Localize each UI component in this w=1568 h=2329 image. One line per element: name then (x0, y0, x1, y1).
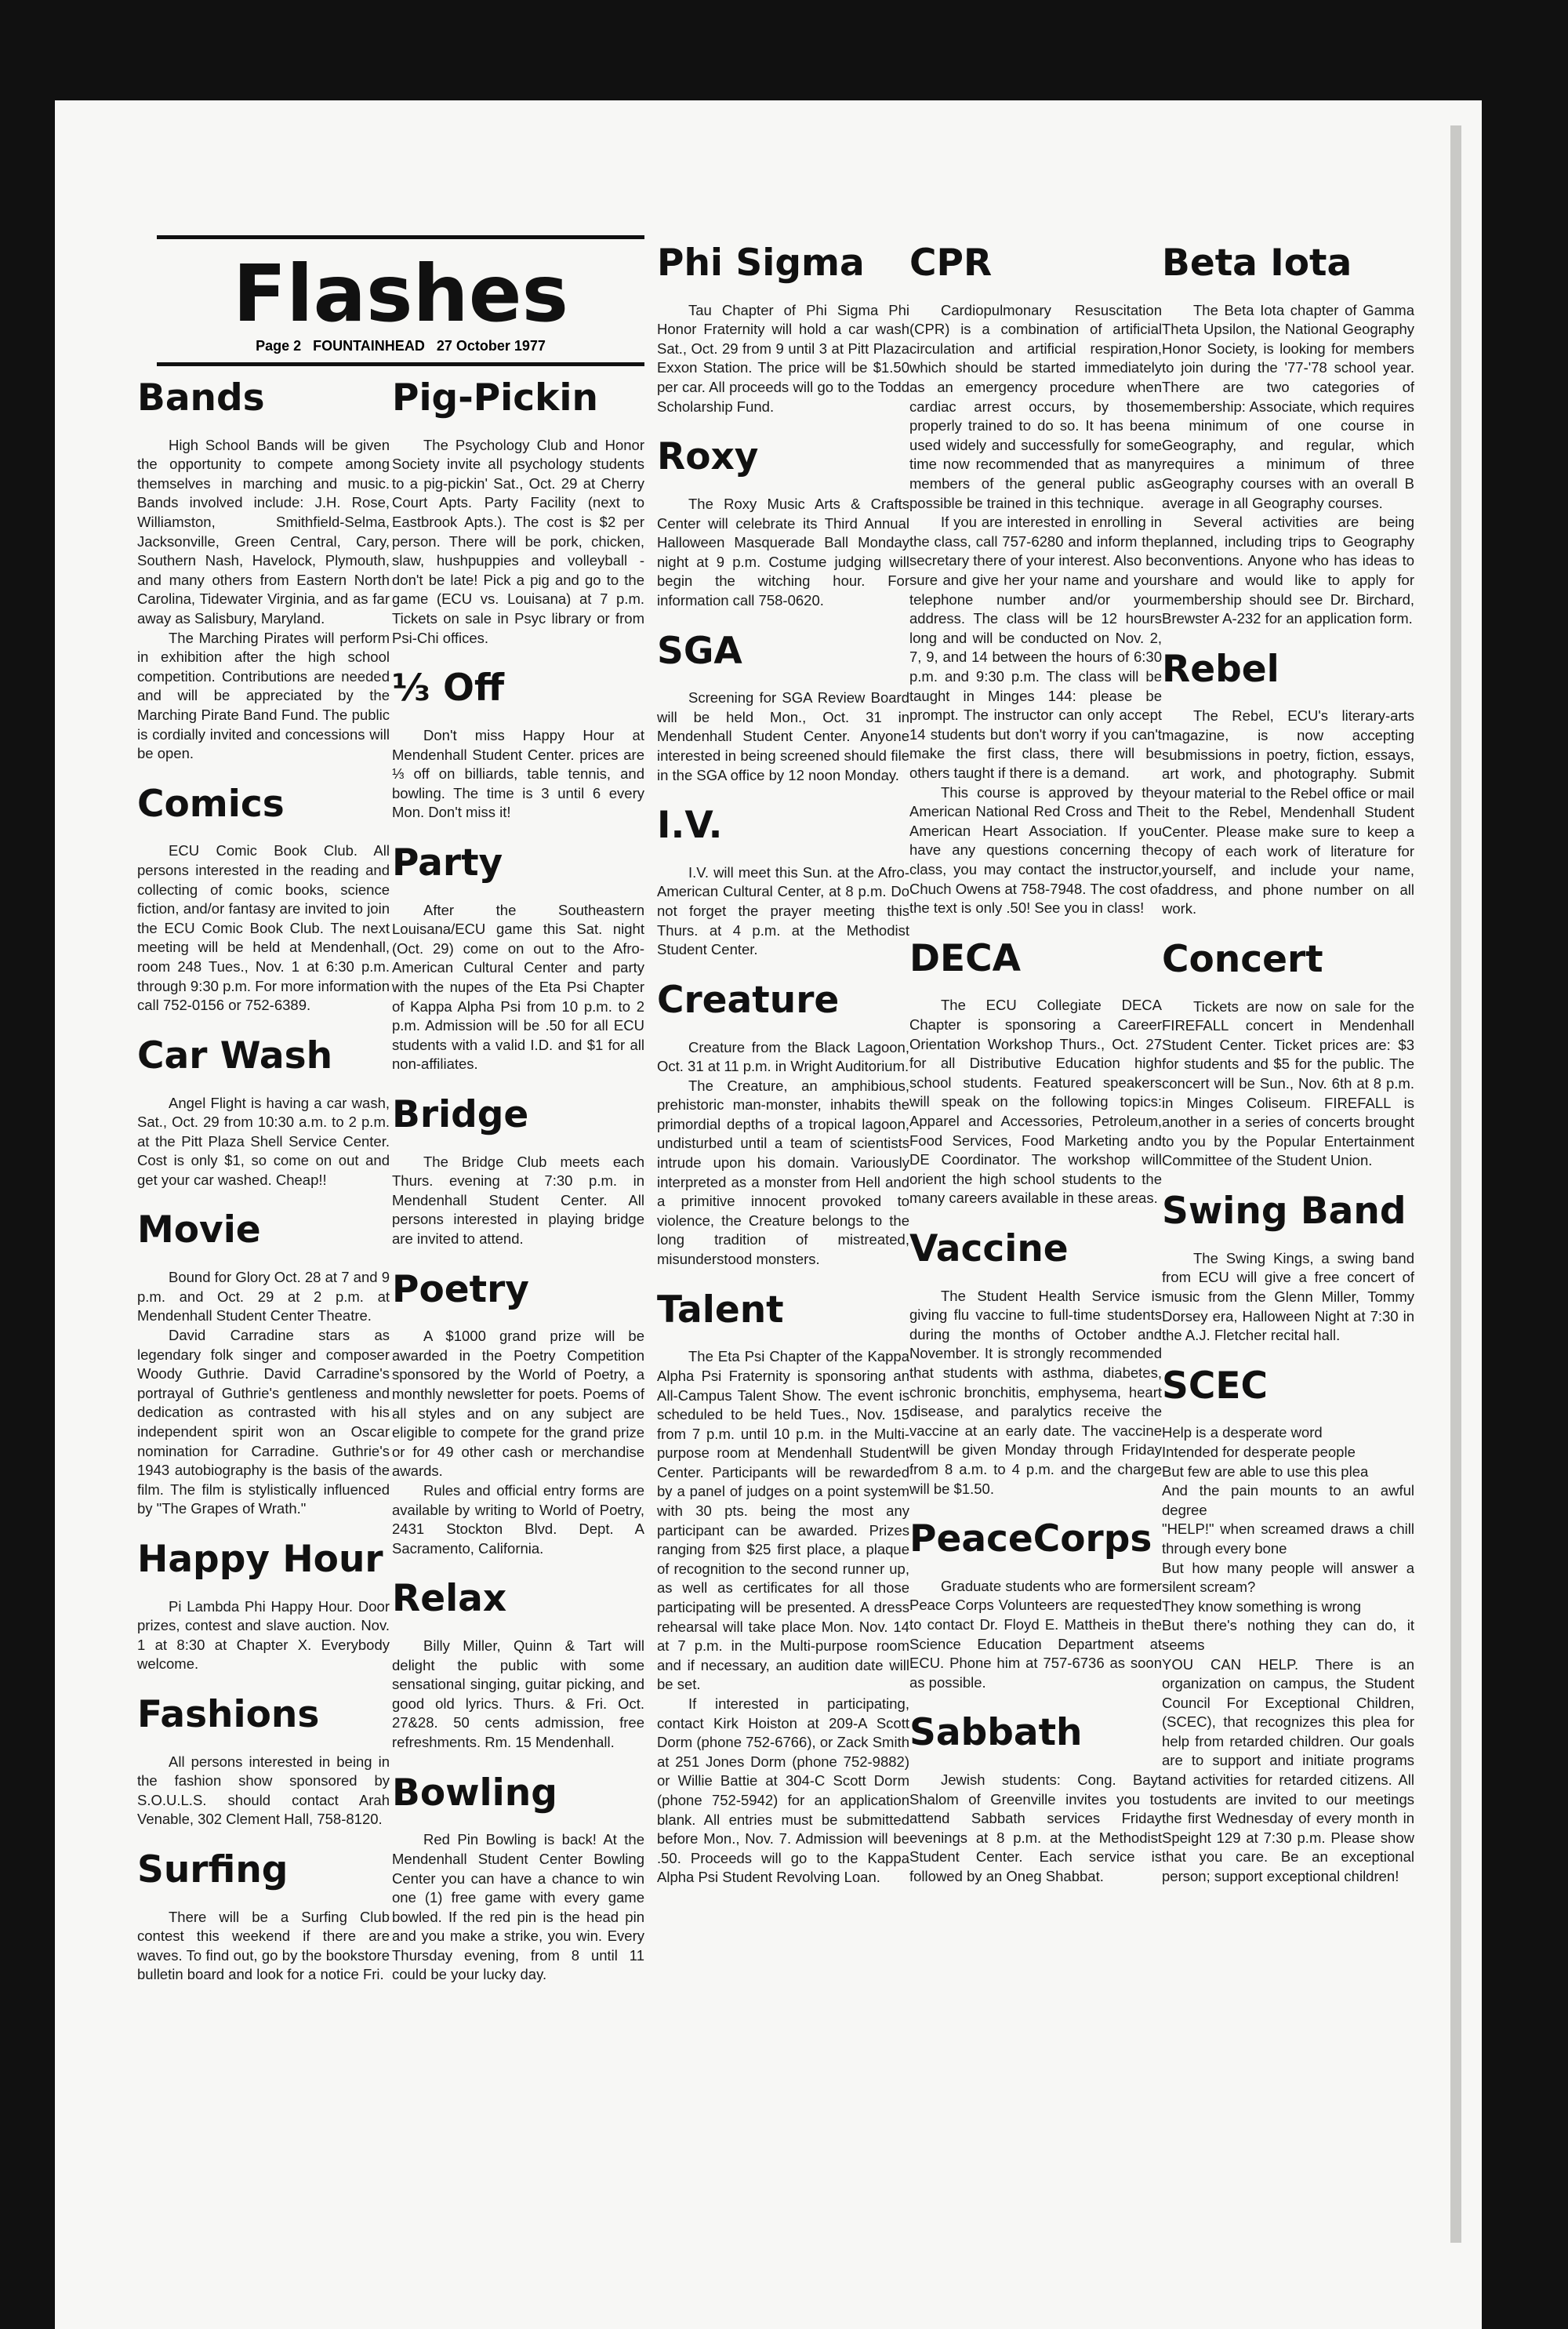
article-headline: Roxy (657, 435, 759, 479)
article-paragraph: A $1000 grand prize will be awarded in the Poetry Competition sponsored by the World of Poetry, a monthly newsletter for poets. Poems of all styles and on any subject are eligible to compete for the grand prize or for 49 other cash or merchandise awards. (392, 1328, 644, 1480)
article-paragraph: Angel Flight is having a car wash, Sat., Oct. 29 from 10:30 a.m. to 2 p.m. at the Pitt Plaza Shell Service Center. Cost is only $1, so come on out and get your car washed. Cheap!! (137, 1094, 390, 1188)
article-body (137, 1268, 390, 1519)
article-body (1162, 707, 1414, 919)
article-body (392, 436, 644, 649)
issue-date: 27 October 1977 (436, 338, 546, 354)
article-body (909, 301, 1162, 918)
article-headline: Talent (657, 1288, 784, 1332)
article-paragraph: The Eta Psi Chapter of the Kappa Alpha Psi Fraternity is sponsoring an All-Campus Talent Show. The event is scheduled to be held Tues., Nov. 15 from 7 p.m. until 10 p.m. in the Multi-purpose room at Mendenhall Student Center. Participants will be rewarded by a panel of judges on a point system with 30 pts. being the most any participant can be awarded. Prizes ranging from $25 first place, a plaque of recognition to the second runner up, as well as certificates for all those participating will be presented. A dress rehearsal will take place Mon. Nov. 14 at 7 p.m. in the Multi-purpose room and if necessary, an audition date will be set. (657, 1348, 909, 1693)
article-peacecorps (909, 1519, 1162, 1692)
article-paragraph: ECU Comic Book Club. All persons interested in the reading and collecting of comic books, science fiction, and/or fantasy are invited to join the ECU Comic Book Club. The next meeting will be held at Mendenhall, room 248 Tues., Nov. 1 at 6:30 p.m. through 9:30 p.m. For more information call 752-0156 or 752-6389. (137, 842, 390, 1014)
article-headline: SCEC (1162, 1364, 1268, 1408)
article-headline: Bowling (392, 1771, 557, 1815)
article-body (392, 1637, 644, 1753)
article-body (657, 1038, 909, 1270)
article-happy-hour (137, 1539, 390, 1674)
article-paragraph: But there's nothing they can do, it seems (1162, 1617, 1414, 1653)
article-paragraph: The Roxy Music Arts & Crafts Center will celebrate its Third Annual Halloween Masquerade Ball Monday night at 9 p.m. Costume judging will begin the witching hour. For information call 758-0620. (657, 495, 909, 609)
column-3 (657, 243, 909, 1908)
page-edge-shadow (1450, 125, 1461, 2243)
article-paragraph: The Bridge Club meets each Thurs. evening at 7:30 p.m. in Mendenhall Student Center. All persons interested in playing bridge are invited to attend. (392, 1153, 644, 1247)
article-beta-iota (1162, 243, 1414, 629)
article-headline: Phi Sigma (657, 242, 865, 285)
article-creature (657, 980, 909, 1270)
article-body (1162, 1249, 1414, 1346)
article-headline: Movie (137, 1208, 261, 1252)
article-paragraph: If interested in participating, contact Kirk Hoiston at 209-A Scott Dorm (phone 752-6766), or Zack Smith at 251 Jones Dorm (phone 752-9882) or Willie Battie at 304-C Scott Dorm (phone 752-5942) for an application blank. All entries must be submitted before Mon., Nov. 7. Admission will be .50. Proceeds will go to the Kappa Alpha Psi Student Revolving Loan. (657, 1695, 909, 1886)
article-bridge (392, 1092, 644, 1249)
article-paragraph: Several activities are being planned, including trips to Geography conventions. Anyone who has ideas to share and would like to apply for membership should see Dr. Birchard, Brewster A-232 for an application form. (1162, 514, 1414, 627)
article-headline: Sabbath (909, 1711, 1083, 1755)
article-headline: CPR (909, 242, 993, 285)
article-paragraph: David Carradine stars as legendary folk singer and composer Woody Guthrie. David Carradine's portrayal of Guthrie's gentleness and dedication as contrasted with his independent spirit won an Oscar nomination for Carradine. Guthrie's 1943 autobiography is the basis of the film. The film is stylistically influenced by "The Grapes of Wrath." (137, 1326, 390, 1517)
article-paragraph: The Student Health Service is giving flu vaccine to full-time students during the months of October and November. It is strongly recommended that students with asthma, diabetes, chronic bronchitis, emphysema, heart disease, and paralytics receive the vaccine at an early date. The vaccine will be given Monday through Friday from 8 a.m. to 4 p.m. and the charge will be $1.50. (909, 1287, 1162, 1497)
article-body (909, 1577, 1162, 1693)
article-headline: I.V. (657, 804, 723, 848)
article-paragraph: If you are interested in enrolling in the class, call 757-6280 and inform the secretary there of your interest. Also be sure and give her your name and your telephone number and/or your address. The class will be 12 hours long and will be conducted on Nov. 2, 7, 9, and 14 between the hours of 6:30 p.m. and 9:30 p.m. The class will be taught in Minges 144: please be prompt. The instructor can only accept 14 students but don't worry if you can't make the first class, there will be others taught if there is a demand. (909, 514, 1162, 781)
article-headline: Swing Band (1162, 1190, 1406, 1234)
column-2 (392, 378, 644, 2005)
article-phi-sigma (657, 243, 909, 416)
article-sabbath (909, 1713, 1162, 1886)
article-paragraph: The Creature, an amphibious, prehistoric man-monster, inhabits the primordial depths of a tropical lagoon, undisturbed until a team of scientists intrude upon his domain. Variously interpreted as a monster from Hell and a primitive innocent provoked to violence, the Creature belongs to the long tradition of mistreated, misunderstood monsters. (657, 1077, 909, 1268)
article-headline: Pig-Pickin (392, 376, 598, 420)
article-bands (137, 378, 390, 764)
article-body (1162, 1423, 1414, 1886)
article-paragraph: I.V. will meet this Sun. at the Afro-American Cultural Center, at 8 p.m. Do not forget the prayer meeting this Thurs. at 4 p.m. at the Methodist Student Center. (657, 863, 909, 958)
article-rebel (1162, 649, 1414, 919)
article-paragraph: Intended for desperate people (1162, 1443, 1356, 1460)
paper-name: FOUNTAINHEAD (313, 338, 425, 354)
article-headline: Relax (392, 1577, 507, 1621)
article-paragraph: Tau Chapter of Phi Sigma Phi Honor Fraternity will hold a car wash Sat., Oct. 29 from 9 until 3 at Pitt Plaza Exxon Station. The price will be $1.50 per car. All proceeds will go to the Todd Scholarship Fund. (657, 301, 909, 415)
article-poetry (392, 1267, 644, 1559)
article-headline: Happy Hour (137, 1537, 383, 1581)
article-headline: Rebel (1162, 647, 1279, 691)
article-headline: Creature (657, 978, 840, 1022)
article-paragraph: Don't miss Happy Hour at Mendenhall Student Center. prices are ⅓ off on billiards, table tennis, and bowling. The time is 3 until 6 every Mon. Don't miss it! (392, 726, 644, 821)
masthead-top-rule (157, 235, 644, 239)
article-headline: PeaceCorps (909, 1517, 1152, 1561)
article-headline: Vaccine (909, 1226, 1069, 1270)
article-headline: Bands (137, 376, 265, 420)
article-body (1162, 997, 1414, 1171)
article-paragraph: The Rebel, ECU's literary-arts magazine, is now accepting submissions in poetry, fiction, essays, art work, and photography. Submit your material to the Rebel office or mail it to the Rebel, Mendenhall Student Center. Please make sure to keep a copy of each work of literature for yourself, and include your name, address, and phone number on all work. (1162, 707, 1414, 917)
article-car-wash (137, 1036, 390, 1190)
article-body (137, 1597, 390, 1674)
article-headline: SGA (657, 629, 742, 673)
masthead-bottom-rule (157, 362, 644, 366)
article-paragraph: All persons interested in being in the fashion show sponsored by S.O.U.L.S. should contact Arah Venable, 302 Clement Hall, 758-8120. (137, 1753, 390, 1828)
article-headline: Concert (1162, 938, 1323, 981)
article-paragraph: YOU CAN HELP. There is an organization on campus, the Student Council For Exceptional Children, (SCEC), that recognizes this plea for help from retarded children. Our goals are to support and initiate programs and activities for retarded citizens. All students are invited to our meetings the first Wednesday of every month in Speight 129 at 7:30 p.m. Please show that you care. Be an exceptional person; support exceptional children! (1162, 1655, 1414, 1885)
article-paragraph: After the Southeastern Louisana/ECU game this Sat. night (Oct. 29) come on out to the Afro-American Cultural Center and party with the nupes of the Eta Psi Chapter of Kappa Alpha Psi from 10 p.m. to 2 p.m. Admission will be .50 for all ECU students with a valid I.D. and $1 for all non-affiliates. (392, 901, 644, 1073)
article-paragraph: Pi Lambda Phi Happy Hour. Door prizes, contest and slave auction. Nov. 1 at 8:30 at Chapter X. Everybody welcome. (137, 1597, 390, 1673)
article-paragraph: The Swing Kings, a swing band from ECU will give a free concert of music from the Glenn Miller, Tommy Dorsey era, Halloween Night at 7:30 in the A.J. Fletcher recital hall. (1162, 1249, 1414, 1344)
article-swing-band (1162, 1191, 1414, 1346)
article-i-v (657, 805, 909, 960)
article-party (392, 843, 644, 1074)
article-cpr (909, 243, 1162, 918)
page-number: Page 2 (256, 338, 302, 354)
article-body (392, 901, 644, 1074)
article-paragraph: But how many people will answer a silent scream? (1162, 1559, 1414, 1596)
article-paragraph: And the pain mounts to an awful degree (1162, 1482, 1414, 1518)
article-paragraph: Jewish students: Cong. Bayt Shalom of Greenville invites you to attend Sabbath services Friday evenings at 8 p.m. at the Methodist Student Center. Each service is followed by an Oneg Shabbat. (909, 1771, 1162, 1885)
article-fashions (137, 1692, 390, 1829)
article-body (909, 1287, 1162, 1499)
article-paragraph: There will be a Surfing Club contest this weekend if there are waves. To find out, go by the bookstore bulletin board and look for a notice Fri. (137, 1908, 390, 1983)
article-paragraph: The ECU Collegiate DECA Chapter is sponsoring a Career Orientation Workshop Thurs., Oct. 27 for all Distributive Education high school students. Featured speakers will speak on the following topics: Apparel and Accessories, Petroleum, Food Services, Food Marketing and DE Coordinator. The workshop will orient the high school students to the many careers available in these areas. (909, 997, 1162, 1207)
article-paragraph: This course is approved by the American National Red Cross and The American Heart Association. If you have any questions concerning the class, you may contact the instructor, Chuch Owens at 758-7948. The cost of the text is only .50! See you in class! (909, 783, 1162, 917)
article-body (392, 726, 644, 823)
article-body (392, 1327, 644, 1558)
article-paragraph: High School Bands will be given the opportunity to compete among themselves in marching and music. Bands involved include: J.H. Rose, Williamston, Smithfield-Selma, Jacksonville, Green Central, Cary, Southern Nash, Havelock, Plymouth, and many others from Eastern North Carolina, Tidewater Virginia, and as far away as Salisbury, Maryland. (137, 436, 390, 627)
article-body (137, 841, 390, 1015)
article-headline: Comics (137, 782, 285, 826)
article-paragraph: Billy Miller, Quinn & Tart will delight the public with some sensational singing, guitar picking, and good old lyrics. Thurs. & Fri. Oct. 27&28. 50 cents admission, free refreshments. Rm. 15 Mendenhall. (392, 1637, 644, 1751)
masthead (157, 235, 644, 366)
article-body (657, 495, 909, 611)
article-roxy (657, 437, 909, 610)
article-body (657, 689, 909, 785)
column-4 (909, 243, 1162, 1907)
article-paragraph: "HELP!" when screamed draws a chill through every bone (1162, 1521, 1414, 1557)
article-deca (909, 936, 1162, 1208)
article-headline: Poetry (392, 1267, 529, 1311)
article-paragraph: But few are able to use this plea (1162, 1462, 1369, 1480)
article-body (657, 1347, 909, 1888)
article-surfing (137, 1850, 390, 1985)
article-headline: Beta Iota (1162, 242, 1352, 285)
article-body (392, 1830, 644, 1985)
article-relax (392, 1579, 644, 1752)
article-body (137, 1094, 390, 1190)
article-headline: Surfing (137, 1848, 289, 1891)
article-headline: Party (392, 841, 503, 885)
article-body (657, 863, 909, 960)
article-paragraph: Red Pin Bowling is back! At the Mendenhall Student Center Bowling Center you can have a chance to win one (1) free game with every game bowled. If the red pin is the head pin and you make a strike, you win. Every Thursday evening, from 8 until 11 could be your lucky day. (392, 1831, 644, 1983)
article-paragraph: Rules and official entry forms are available by writing to World of Poetry, 2431 Stockton Blvd. Dept. A Sacramento, California. (392, 1482, 644, 1557)
article-paragraph: Graduate students who are former Peace Corps Volunteers are requested to contact Dr. Floyd E. Mattheis in the Science Education Department at ECU. Phone him at 757-6736 as soon as possible. (909, 1577, 1162, 1691)
article-sga (657, 631, 909, 786)
article-paragraph: The Psychology Club and Honor Society invite all psychology students to a pig-pickin' Sat., Oct. 29 at Cherry Court Apts. Party Facility (next to Eastbrook Apts.). The cost is $2 per person. There will be pork, chicken, slaw, hushpuppies and volleyball - don't be late! Pick a pig and go to the game (ECU vs. Louisana) at 7 p.m. Tickets on sale in Psyc library or from Psi-Chi offices. (392, 436, 644, 646)
article-off (392, 668, 644, 823)
article-body (137, 1753, 390, 1829)
column-5 (1162, 243, 1414, 1907)
article-paragraph: Help is a desperate word (1162, 1424, 1323, 1441)
column-1 (137, 378, 390, 2005)
article-paragraph: Screening for SGA Review Board will be held Mon., Oct. 31 in Mendenhall Student Center. Anyone interested in being screened should file in the SGA office by 12 noon Monday. (657, 689, 909, 783)
article-headline: Fashions (137, 1692, 320, 1736)
article-body (392, 1153, 644, 1249)
article-headline: DECA (909, 936, 1021, 980)
article-paragraph: The Beta Iota chapter of Gamma Theta Upsilon, the National Geography Honor Society, is looking for members to join during the '77-'78 school year. There are two categories of membership: Associate, which requires a minimum of one course in Geography, and regular, which requires a minimum of three Geography courses with an overall B average in all Geography courses. (1162, 301, 1414, 511)
section-title: Flashes (232, 248, 569, 340)
article-concert (1162, 939, 1414, 1171)
article-paragraph: Bound for Glory Oct. 28 at 7 and 9 p.m. and Oct. 29 at 2 p.m. at Mendenhall Student Center Theatre. (137, 1269, 390, 1324)
article-body (909, 1771, 1162, 1887)
article-vaccine (909, 1226, 1162, 1499)
article-body (1162, 301, 1414, 629)
article-headline: Bridge (392, 1092, 529, 1136)
article-paragraph: Tickets are now on sale for the FIREFALL concert in Mendenhall Student Center. Ticket prices are: $3 for students and $5 for the public. The concert will be Sun., Nov. 6th at 8 p.m. in Minges Coliseum. FIREFALL is another in a series of concerts brought to you by the Popular Entertainment Committee of the Student Union. (1162, 997, 1414, 1169)
article-talent (657, 1290, 909, 1888)
article-paragraph: The Marching Pirates will perform in exhibition after the high school competition. Contributions are needed and will be appreciated by the Marching Pirate Band Fund. The public is cordially invited and concessions will be open. (137, 629, 390, 762)
article-comics (137, 784, 390, 1016)
article-body (137, 1908, 390, 1985)
article-paragraph: They know something is wrong (1162, 1597, 1361, 1615)
article-headline: Car Wash (137, 1034, 333, 1077)
article-paragraph: Cardiopulmonary Resuscitation (CPR) is a combination of artificial circulation and artificial respiration, which should be started immediately as an emergency procedure when cardiac arrest occurs, by those properly trained to do so. It has been used widely and successfully for some time now recommended that as many members of the general public as possible be trained in this technique. (909, 301, 1162, 511)
article-body (657, 301, 909, 417)
article-headline: ⅓ Off (392, 667, 505, 710)
article-paragraph: Creature from the Black Lagoon, Oct. 31 at 11 p.m. in Wright Auditorium. (657, 1038, 909, 1075)
article-scec (1162, 1366, 1414, 1887)
article-bowling (392, 1773, 644, 1985)
article-body (137, 436, 390, 764)
article-movie (137, 1210, 390, 1518)
folio-line (157, 338, 644, 354)
article-body (909, 996, 1162, 1208)
article-pig-pickin (392, 378, 644, 648)
